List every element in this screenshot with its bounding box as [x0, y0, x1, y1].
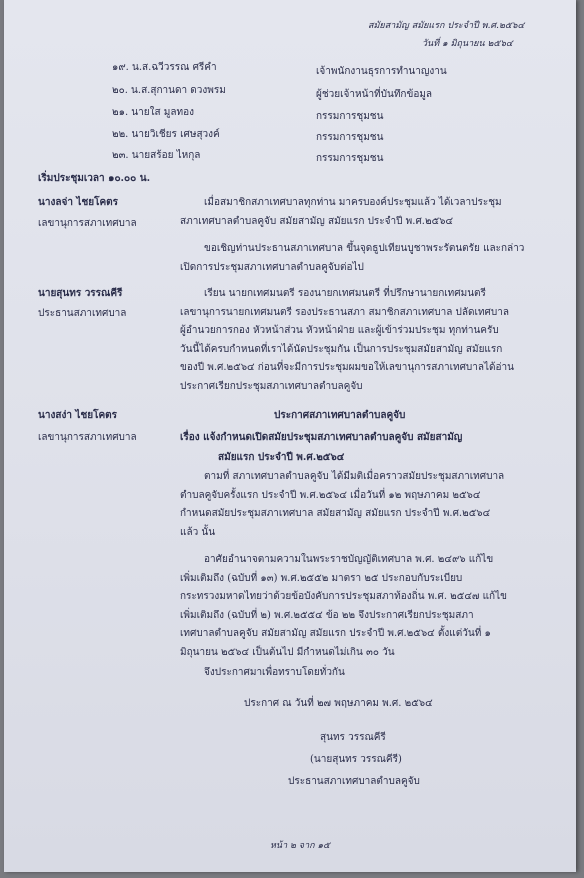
text-line: เทศบาลตำบลคูจับ สมัยสามัญ สมัยแรก ประจำปี พ.ศ.๒๕๖๔ ตั้งแต่วันที่ ๑ — [180, 628, 491, 640]
signature-title: ประธานสภาเทศบาลตำบลคูจับ — [288, 776, 420, 787]
speech-paragraph — [180, 285, 514, 397]
speech-paragraph — [180, 194, 502, 231]
text-line: วันนี้ได้ครบกำหนดที่เราได้นัดประชุมกัน เป็นการประชุมสมัยสามัญ สมัยแรก — [180, 343, 503, 355]
text-line: เปิดการประชุมสภาเทศบาลตำบลคูจับต่อไป — [180, 261, 364, 273]
text-line: สภาเทศบาลตำบลคูจับ สมัยสามัญ สมัยแรก ประจำปี พ.ศ.๒๕๖๔ — [180, 215, 454, 227]
text-line: เพิ่มเติมถึง (ฉบับที่ ๒) พ.ศ.๒๕๕๔ ข้อ ๒๒ จึงประกาศเรียกประชุมสภา — [180, 609, 474, 621]
text-line: ประกาศเรียกประชุมสภาเทศบาลตำบลคูจับ — [180, 380, 363, 392]
text-line: เพิ่มเติมถึง (ฉบับที่ ๑๓) พ.ศ.๒๕๕๒ มาตรา ๒๕ ประกอบกับระเบียบ — [180, 572, 463, 584]
text-line: กระทรวงมหาดไทยว่าด้วยข้อบังคับการประชุมสภาท้องถิ่น พ.ศ. ๒๕๔๗ แก้ไข — [180, 591, 507, 603]
attendee-role: กรรมการชุมชน — [316, 132, 384, 143]
attendee-name: ๒๑. นายใส มูลทอง — [112, 107, 194, 118]
signature-name: สุนทร วรรณคีรี — [320, 732, 386, 743]
speaker-role: เลขานุการสภาเทศบาล — [38, 218, 137, 229]
text-line: ของปี พ.ศ.๒๕๖๔ ก่อนที่จะมีการประชุมผมขอให้เลขานุการสภาเทศบาลได้อ่าน — [180, 362, 515, 374]
announcement-subject: เรื่อง แจ้งกำหนดเปิดสมัยประชุมสภาเทศบาลตำบลคูจับ สมัยสามัญ — [180, 432, 463, 443]
attendee-role: กรรมการชุมชน — [316, 153, 384, 164]
attendee-name: ๒๒. นายวิเชียร เศษสุวงค์ — [112, 129, 220, 140]
text-line: มิถุนายน ๒๕๖๔ เป็นต้นไป มีกำหนดไม่เกิน ๓๐ วัน — [180, 646, 395, 658]
text-line: เมื่อสมาชิกสภาเทศบาลทุกท่าน มาครบองค์ประชุมแล้ว ได้เวลาประชุม — [204, 197, 502, 208]
speaker-name: นายสุนทร วรรณคีรี — [38, 288, 123, 299]
signature-name-printed: (นายสุนทร วรรณคีรี) — [310, 754, 402, 765]
attendee-role: กรรมการชุมชน — [316, 111, 384, 122]
attendee-role: ผู้ช่วยเจ้าหน้าที่บันทึกข้อมูล — [316, 89, 433, 100]
speech-paragraph — [180, 240, 524, 277]
text-line: อาศัยอำนาจตามความในพระราชบัญญัติเทศบาล พ.ศ. ๒๔๙๖ แก้ไข — [204, 554, 494, 565]
meeting-start-time: เริ่มประชุมเวลา ๑๐.๐๐ น. — [38, 173, 151, 184]
attendee-role: เจ้าพนักงานธุรการทำนาญงาน — [316, 66, 447, 77]
text-line: ขอเชิญท่านประธานสภาเทศบาล ขึ้นจุดธูปเทียนบูชาพระรัตนตรัย และกล่าว — [204, 243, 525, 254]
announcement-subject-cont: สมัยแรก ประจำปี พ.ศ.๒๕๖๔ — [218, 452, 345, 463]
speaker-name: นางลจ่า ไชยโคตร — [38, 197, 119, 208]
speaker-name: นางสง่า ไชยโคตร — [38, 410, 118, 421]
text-line: ตำบลคูจับครั้งแรก ประจำปี พ.ศ.๒๕๖๔ เมื่อวันที่ ๑๒ พฤษภาคม ๒๕๖๔ — [180, 489, 481, 501]
speaker-role: ประธานสภาเทศบาล — [38, 308, 127, 319]
attendee-name: ๑๙. น.ส.ฉวีวรรณ ศรีคำ — [112, 62, 217, 73]
document-page — [4, 0, 576, 872]
header-session: สมัยสามัญ สมัยแรก ประจำปี พ.ศ.๒๕๖๔ — [368, 21, 525, 31]
text-line: ผู้อำนวยการกอง หัวหน้าส่วน หัวหน้าฝ่าย และผู้เข้าร่วมประชุม ทุกท่านครับ — [180, 325, 499, 337]
announcement-closing: จึงประกาศมาเพื่อทราบโดยทั่วกัน — [204, 667, 345, 678]
attendee-name: ๒๓. นายสร้อย ไหกุล — [112, 150, 201, 161]
text-line: กำหนดสมัยประชุมสภาเทศบาล สมัยสามัญ สมัยแรก ประจำปี พ.ศ.๒๕๖๔ — [180, 508, 491, 520]
text-line: เลขานุการนายกเทศมนตรี รองประธานสภา สมาชิกสภาเทศบาล ปลัดเทศบาล — [180, 306, 509, 318]
announcement-title: ประกาศสภาเทศบาลตำบลคูจับ — [274, 410, 406, 421]
announcement-date: ประกาศ ณ วันที่ ๒๗ พฤษภาคม พ.ศ. ๒๕๖๔ — [244, 698, 433, 709]
announcement-paragraph — [180, 468, 504, 542]
speaker-role: เลขานุการสภาเทศบาล — [38, 432, 137, 443]
header-date: วันที่ ๑ มิถุนายน ๒๕๖๔ — [422, 39, 513, 49]
text-line: เรียน นายกเทศมนตรี รองนายกเทศมนตรี ที่ปรึกษานายกเทศมนตรี — [204, 288, 486, 299]
text-line: แล้ว นั้น — [180, 526, 216, 538]
announcement-paragraph — [180, 551, 507, 663]
text-line: ตามที่ สภาเทศบาลตำบลคูจับ ได้มีมติเมื่อคราวสมัยประชุมสภาเทศบาล — [204, 471, 505, 482]
attendee-name: ๒๐. น.ส.สุกานดา ดวงพรม — [112, 85, 226, 96]
page-number: หน้า ๒ จาก ๑๕ — [270, 841, 330, 851]
